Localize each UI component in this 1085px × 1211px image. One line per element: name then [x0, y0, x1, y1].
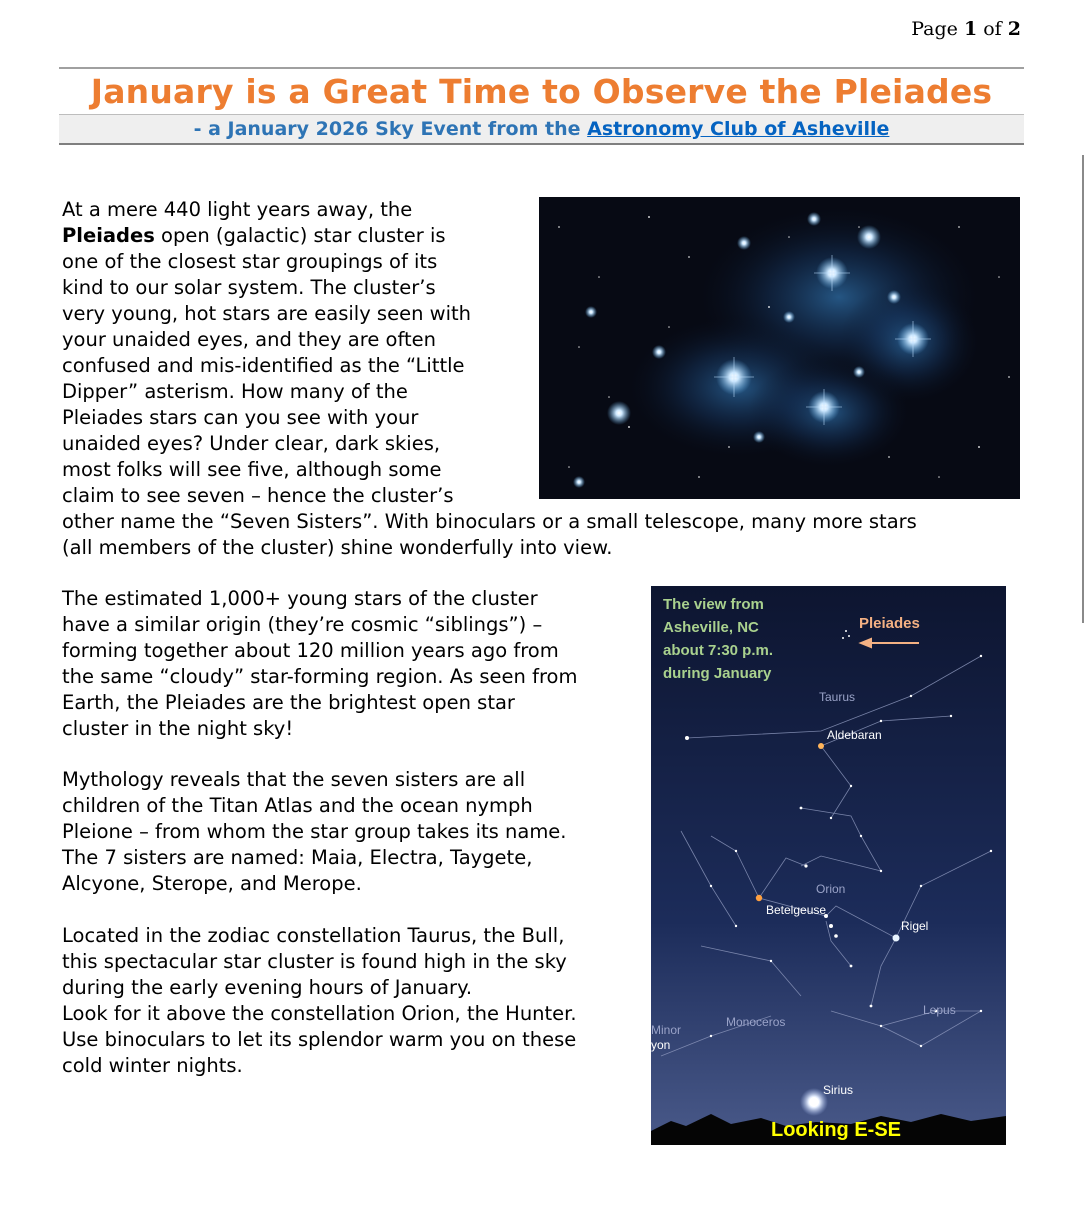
- chart-betelgeuse-label: Betelgeuse: [766, 903, 827, 917]
- text-line: Located in the zodiac constellation Taurus, the Bull,: [62, 924, 565, 947]
- text-line: Earth, the Pleiades are the brightest open star: [62, 691, 515, 714]
- chart-monoceros-label: Monoceros: [726, 1015, 786, 1029]
- chart-minor-label: Minor: [651, 1023, 682, 1037]
- subtitle: [194, 118, 890, 140]
- title-rule: [59, 67, 1024, 69]
- page-number: [911, 18, 1021, 40]
- text-line: Alcyone, Sterope, and Merope.: [62, 872, 362, 895]
- chart-view-line2: Asheville, NC: [663, 619, 759, 636]
- club-link[interactable]: Astronomy Club of Asheville: [587, 118, 890, 140]
- text-line: other name the “Seven Sisters”. With binoculars or a small telescope, many more stars: [62, 510, 917, 533]
- pleiades-photo: [539, 197, 1020, 499]
- text-line: during the early evening hours of January.: [62, 976, 473, 999]
- chart-orion-label: Orion: [816, 882, 846, 896]
- page-title: January is a Great Time to Observe the Pleiades: [90, 72, 993, 111]
- paragraph-mythology: [62, 767, 567, 897]
- text-line: the same “cloudy” star-forming region. As seen from: [62, 665, 578, 688]
- text-line: Pleiades stars can you see with your: [62, 406, 419, 429]
- chart-rigel-label: Rigel: [901, 919, 929, 933]
- text-line: Mythology reveals that the seven sisters are all: [62, 768, 526, 791]
- text-line: Use binoculars to let its splendor warm you on these: [62, 1028, 577, 1051]
- text-line: your unaided eyes, and they are often: [62, 328, 436, 351]
- text-line: Dipper” asterism. How many of the: [62, 380, 408, 403]
- text-line: cluster in the night sky!: [62, 717, 294, 740]
- paragraph-location: [62, 923, 577, 1079]
- chart-pleiades-label: Pleiades: [859, 615, 920, 632]
- sky-chart: [651, 586, 1006, 1145]
- chart-aldebaran-label: Aldebaran: [827, 728, 882, 742]
- page-total: 2: [1007, 18, 1021, 40]
- pleiades-photo-art: [539, 197, 1020, 499]
- text-line: Pleione – from whom the star group takes its name.: [62, 820, 567, 843]
- text-line-rest: open (galactic) star cluster is: [154, 224, 446, 247]
- bold-pleiades: Pleiades: [62, 224, 155, 247]
- text-line: children of the Titan Atlas and the ocean nymph: [62, 794, 533, 817]
- text-line: confused and mis-identified as the “Little: [62, 354, 465, 377]
- margin-bar: [1082, 155, 1084, 623]
- chart-sirius-label: Sirius: [823, 1083, 854, 1097]
- chart-looking-label: Looking E-SE: [771, 1119, 901, 1141]
- chart-taurus-label: Taurus: [819, 690, 856, 704]
- chart-view-line1: The view from: [663, 596, 764, 613]
- text-line: (all members of the cluster) shine wonderfully into view.: [62, 536, 613, 559]
- text-line: kind to our solar system. The cluster’s: [62, 276, 436, 299]
- text-line: Look for it above the constellation Orion, the Hunter.: [62, 1002, 577, 1025]
- chart-yon-label: yon: [651, 1038, 671, 1052]
- text-line: have a similar origin (they’re cosmic “siblings”) –: [62, 613, 543, 636]
- subtitle-bar: [59, 114, 1024, 145]
- text-line: unaided eyes? Under clear, dark skies,: [62, 432, 441, 455]
- page-label: Page: [911, 18, 958, 40]
- page-current: 1: [963, 18, 978, 40]
- sky-chart-art: [651, 586, 1006, 1145]
- text-line: very young, hot stars are easily seen with: [62, 302, 472, 325]
- text-line: cold winter nights.: [62, 1054, 243, 1077]
- paragraph-origin: [62, 586, 577, 742]
- text-line: one of the closest star groupings of its: [62, 250, 438, 273]
- page-of: of: [983, 18, 1002, 40]
- text-line: The estimated 1,000+ young stars of the cluster: [62, 587, 538, 610]
- text-line: claim to see seven – hence the cluster’s: [62, 484, 454, 507]
- text-line: The 7 sisters are named: Maia, Electra, Taygete,: [62, 846, 533, 869]
- text-line: forming together about 120 million years ago from: [62, 639, 559, 662]
- chart-lepus-label: Lepus: [923, 1003, 956, 1017]
- text-line: this spectacular star cluster is found high in the sky: [62, 950, 567, 973]
- chart-view-line4: during January: [663, 665, 772, 682]
- chart-view-line3: about 7:30 p.m.: [663, 642, 774, 659]
- text-line: At a mere 440 light years away, the: [62, 198, 413, 221]
- subtitle-prefix: - a January 2026 Sky Event from the: [193, 118, 581, 140]
- text-line: most folks will see five, although some: [62, 458, 442, 481]
